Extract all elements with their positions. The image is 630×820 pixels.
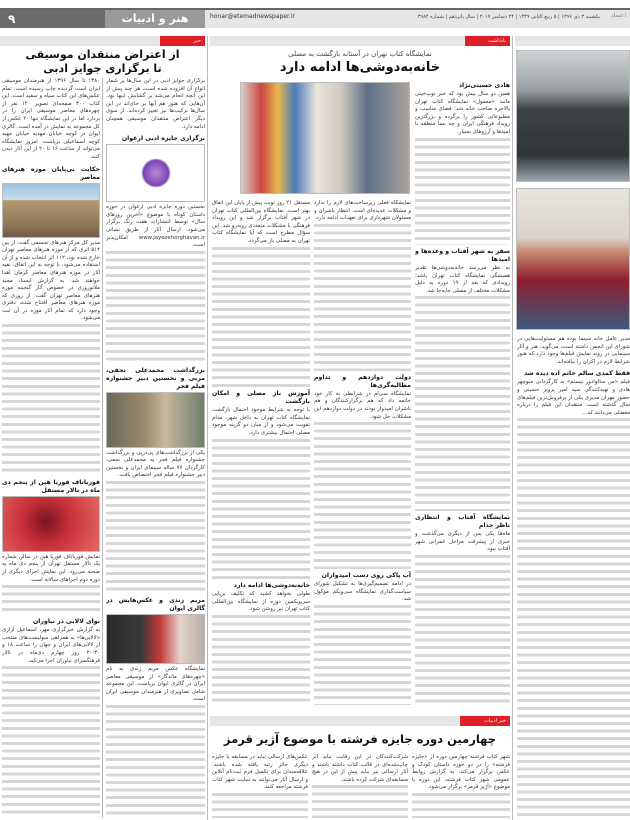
left-column-b xyxy=(106,78,205,818)
subhead: نوای لالایی در نیاوران xyxy=(33,618,100,626)
section-email: honar@etemadnewspaper.ir xyxy=(210,13,295,20)
subhead: دولت دوازدهم و تداوم مطالبه‌گری‌ها xyxy=(314,373,411,389)
paragraph: به گزارش خبرگزاری مهر، اسماعیل آزاری «لالایی‌ها» به همراهی سولیست‌های منتخب از لالایی‌های ایران و جهان را ساعت ۱۸ و ۲۰:۳۰ روز چهارم دی‌ماه در تالار فرهنگسرای نیاوران اجرا می‌کند. xyxy=(2,627,100,664)
subhead: خانه‌به‌دوشی‌ها ادامه دارد xyxy=(233,582,310,590)
text-continuation xyxy=(312,785,408,818)
column-divider xyxy=(512,36,513,820)
bottom-column-1 xyxy=(412,754,510,818)
paragraph: شرکت‌کنندگان در این رقابت نباید اثر چاپ‌شده‌ای در قالب کتاب داشته باشند و آثار ارسالی نیز نباید پیش از این در هیچ مسابقه‌ای شرکت کرده باشند. xyxy=(312,754,408,783)
column-divider xyxy=(207,36,208,820)
museum-photo xyxy=(2,183,100,238)
page-header xyxy=(0,8,630,28)
paragraph: نمایش فوریاتاف فوریا هین در سالن شماره یک تالار مستقل تهران از پنجم دی ماه به صحنه می‌رود. این نمایش اجرای دیگری از دوره دوم اجراهای سالانه است. xyxy=(2,553,100,583)
bottom-column-3 xyxy=(212,754,308,818)
paragraph: ماه‌ها یکی پس از دیگری می‌گذشت و خبری از پیشرفت مراحل عمرانی شهر آفتاب نبود. xyxy=(415,531,510,553)
text-continuation xyxy=(412,793,510,818)
text-continuation xyxy=(415,138,510,245)
subhead: حکایت بی‌پایان موزه هنرهای معاصر xyxy=(2,165,100,181)
middle-column-3 xyxy=(415,82,510,705)
left-headline xyxy=(0,48,205,76)
subhead: فوریاتاف فوریا هین از پنجم دی ماه در تالار مستقل xyxy=(2,478,100,494)
paragraph: برگزاری جوایز ادبی در این سال‌ها بر شمار انواع آن افزوده شده است، هر چند پیش از این آنچه انجام می‌شد بر گشایش اینها بود. آن‌هایی که هنوز هم آنها بر جای‌اند در این سال‌ها ترکیب‌ها نیز تغییر کرده‌اند. از سوی دیگر اعتراض منتقدان موسیقی همچنان ادامه دارد. xyxy=(106,78,205,130)
paragraph: یکی از بزرگداشت‌های پی‌درپی و بزرگداشت جشنواره فیلم فجر به محمدعلی نجفی، کارگردان ۷۷ ساله سینمای ایران و نخستین دبیر جشنواره فیلم فجر اختصاص یافت. xyxy=(106,449,205,479)
bottom-headline: چهارمین دوره جایزه فرشته با موضوع آژیر قرمز xyxy=(223,732,497,746)
headline-line-2: تا برگزاری جوایز ادبی xyxy=(43,62,162,75)
paragraph: مدیر کل مرکز هنرهای تجسمی گفت: از بین ۵۱۴ اثری که از موزه هنرهای معاصر تهران خارج شده بود، ۱۱۲ اثر انتخاب شده و از آن استفاده می‌شود. با توجه به این اتفاق، بقیه آثار در موزه هنرهای معاصر کرمان اهدا خواهند شد. به گزارش ایسنا، مجید ملانوروزی در خصوص آثار گنجینه موزه هنرهای معاصر تهران گفت: از روزی که موزه هنرهای معاصر افتتاح شده، دفتری وجود دارد که تمام آثار موزه در آن ثبت می‌شود. xyxy=(2,239,100,322)
text-continuation xyxy=(212,615,310,705)
book-fair-photo xyxy=(240,82,410,194)
text-continuation xyxy=(106,481,205,594)
subhead: برگزاری جایزه ادبی ارغوان xyxy=(121,135,205,143)
text-continuation xyxy=(212,793,308,818)
paragraph: مستقل ۲۱ روز نوبت پیش از پایان این اتفاق بهتر است. نمایشگاه بین‌المللی کتاب تهران در شهر آفتاب برگزار شد و این رویداد فرهنگی با مشکلات متعددی روبه‌رو شد. این سؤال مطرح است که آیا نمایشگاه کتاب تهران به مصلی باز می‌گردد. xyxy=(212,200,310,244)
note-tag: یادداشت xyxy=(465,36,510,46)
paragraph: در ادامه تصمیم‌گیری‌ها به تشکیل شورای سیاست‌گذاری نمایشگاه سی‌ویکم موکول شد. xyxy=(314,581,411,603)
text-continuation xyxy=(314,422,411,569)
paragraph: نخستین دوره جایزه ادبی ارغوان در حوزه داستان کوتاه با موضوع «آخرین روزهای سال» توسط انتشارات هفت رنگ برگزار می‌شود. ارسال آثار از طریق نشانی www.jayezehorghavan.ir امکان‌پذیر است. xyxy=(106,204,205,249)
film-still-actress-photo xyxy=(516,188,630,330)
text-continuation xyxy=(212,247,310,388)
middle-column-1 xyxy=(212,200,310,705)
subhead: آموزش باز مصلی و امکان بازگشت xyxy=(212,390,310,406)
text-continuation xyxy=(314,605,411,705)
subhead: آب پاکی روی دست امیدواران xyxy=(321,572,411,580)
headline-line-1: از اعتراض منتقدان موسیقی xyxy=(25,48,180,61)
paragraph: همین دو سال پیش بود که خبر توپ‌خیتی مانند «معمول» نمایشگاه کتاب تهران بالاخره صاحب خانه شد؛ فضای مناسب و مطبوعاتی کشور را برگرده و بزرگترین رویداد فرهنگی ایران و چه بسا منطقه با امیدها و آرزوهای بسیار. xyxy=(415,91,510,135)
arghavan-logo-image xyxy=(106,144,205,202)
text-continuation xyxy=(2,324,100,476)
text-continuation xyxy=(415,296,510,511)
text-continuation xyxy=(2,585,100,615)
subhead: فقط کمدی سالم خاتم اده دیده شد xyxy=(524,370,630,378)
text-continuation xyxy=(517,418,630,818)
subhead: بزرگداشت محمدعلی نجفی، مربی و نخستین دبیر جشنواره فیلم فجر xyxy=(106,366,205,390)
paragraph: نمایشگاه سی‌ام در شرایطی به کار خود خاتمه داد که هم برگزارکنندگان و هم ناشران امیدوار بودند در دولت دوازدهم این مشکلات حل شود. xyxy=(314,390,411,420)
middle-column-2 xyxy=(314,200,411,705)
film-still-pilot-photo xyxy=(516,50,630,182)
paragraph: به نظر می‌رسد خانه‌به‌دوشی‌ها تقدیر همیشگی نمایشگاه کتاب تهران باشد؛ رویدادی که بعد از ۱۹ دوره به دلیل مشکلات مختلف از مصلی جابه‌جا شد. xyxy=(415,264,510,294)
paragraph: طولی نخواهد کشید که تکلیف برپایی سی‌ویکمین دوره از نمایشگاه بین‌المللی کتاب تهران نیز روشن شود. xyxy=(212,591,310,613)
bottom-column-2 xyxy=(312,754,408,818)
subhead: مریم زندی و عکس‌هایش در گالری ایوان xyxy=(106,597,205,613)
paragraph: فیلم «من سالوادور نیستم» به کارگردانی منوچهر هادی و تهیه‌کنندگی سید امیر پرویز حسینی و حضور مهران مدیری یکی از پرفروش‌ترین فیلم‌های سال گذشته است. منتقدان این فیلم را درباره معضلی می‌دانند که... xyxy=(517,379,630,416)
subhead: سفر به شهر آفتاب و وعده‌ها و امیدها xyxy=(415,247,510,263)
text-continuation xyxy=(2,666,100,818)
paragraph: شهر کتاب فرشته چهارمین دوره از «جایزه فرشته» را در دو حوزه داستان کودک و عکس برگزار می‌کند. به گزارش روابط عمومی شهر کتاب فرشته، این دوره با موضوع «آژیر قرمز» برگزار می‌شود. xyxy=(412,754,510,791)
article-kicker: نمایشگاه کتاب تهران در آستانه بازگشت به مصلی xyxy=(288,50,432,58)
newspaper-logo: اعتماد xyxy=(610,12,626,19)
subhead: نمایشگاه آفتاب و انتظاری ناظر جدام xyxy=(415,514,510,530)
date-line: یکشنبه ۳ دی ۱۳۹۶ | ۵ ربیع الثانی ۱۴۳۹ | ۲۴ دسامبر ۲۰۱۷ | سال پانزدهم | شماره ۳۹۸۴ xyxy=(417,14,600,20)
maryam-zandi-photo xyxy=(106,614,205,664)
literature-news-tag: خبر ادبیات xyxy=(460,716,510,726)
text-continuation xyxy=(106,251,205,364)
text-continuation xyxy=(415,555,510,705)
news-tag: خبر xyxy=(160,36,205,46)
text-continuation xyxy=(212,439,310,580)
right-column xyxy=(517,336,630,818)
text-continuation xyxy=(106,705,205,818)
page-number: ۹ xyxy=(0,10,105,28)
paragraph: مدیر عامل خانه سینما بوده هم مسئولیت‌هایی در شورای این انجمن داشته است، می‌گوید: هنر و آثار سینمایی در روند نمایش فیلم‌ها وجود دارد که هنوز شرایط لازم در اکران را نیافته‌اند. xyxy=(517,336,630,365)
paragraph: عکس‌های ارسالی نباید در مسابقه یا جایزه دیگری حائز رتبه یافته شده باشند. علاقه‌مندان برای تکمیل فرم ثبت‌نام آنلاین و ارسال آثار می‌توانند به سایت شهر کتاب فرشته مراجعه کنند. xyxy=(212,754,308,791)
paragraph: نمایشگاه فعلی زیرساخت‌های لازم را ندارد و مشکلات عدیده‌ای است. انتظار ناشران و مسئولان شهرداری برای تعهدات ادامه دارد. xyxy=(314,200,411,222)
column-divider xyxy=(102,78,103,818)
left-column-a xyxy=(2,78,100,818)
tree-icon xyxy=(141,158,171,188)
najafi-photo xyxy=(106,392,205,448)
article-headline: خانه‌به‌دوشی‌ها ادامه دارد xyxy=(279,60,441,75)
text-continuation xyxy=(314,224,411,371)
paragraph: با توجه به شرایط موجود احتمال بازگشت نمایشگاه کتاب تهران به داخل شهر، مدام تقویت می‌شود و از میان دو گزینه موجود مصلی احتمال بیشتری دارد. xyxy=(212,407,310,436)
play-poster-image xyxy=(2,496,100,552)
right-band xyxy=(515,36,630,46)
paragraph: نمایشگاه عکس مریم زندی به نام «چهره‌های ماندگار» از موسیقی معاصر ایران در گالری ایوان برپاست. این مجموعه شامل تصاویری از هنرمندان موسیقی ایران است. xyxy=(106,666,205,703)
section-title: هنر و ادبیات xyxy=(105,10,205,28)
author-name: هادی حسینی‌نژاد xyxy=(458,82,510,89)
paragraph: ۱۳۸۰ تا سال ۱۳۹۶ از هنرمندان موسیقی ایران است گردیده چاپ رسیده است. تمام عکس‌های این کتاب سیاه و سفید است. این کتاب ۳۰۰ صفحه‌ای تصویر ۱۲۰ نفر از چهره‌های معاصر موسیقی ایران را در بردارد اما در این نمایشگاه تنها ۴۰ عکس از کل مجموعه به نمایش در آمده است. گالری ایوان در کوچه خیابان مهدیه خیابان جهبه کوچه اسماعیلی برپاست. امروز نمایشگاه می‌تواند از ساعت ۱۶ تا ۲۰ از این آثار دیدن کنند. xyxy=(2,78,100,160)
